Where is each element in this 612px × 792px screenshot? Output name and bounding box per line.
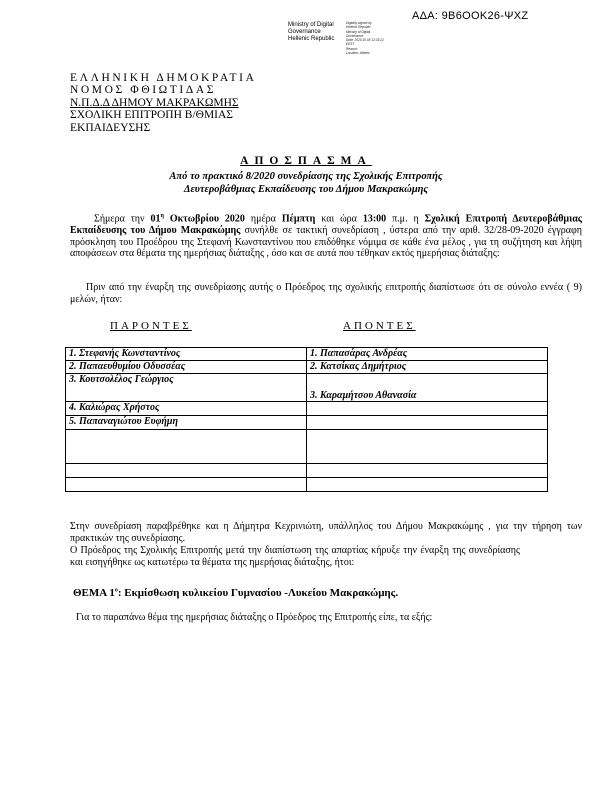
present-member <box>66 464 307 478</box>
signature-line: EEST <box>346 42 355 47</box>
ministry-line: Governance <box>288 29 321 35</box>
digital-signature-details <box>346 21 416 55</box>
signature-line: Digitally signed by <box>346 21 372 25</box>
present-member <box>66 478 307 492</box>
present-member: 5. Παπαναγιώτου Ευφήμη <box>66 416 307 430</box>
absent-member <box>307 430 548 464</box>
signature-block <box>288 22 334 43</box>
absent-member <box>307 478 548 492</box>
table-row <box>66 348 548 361</box>
ministry-line: Ministry of Digital <box>288 22 334 28</box>
ada-code: ΑΔΑ: 9Β6ΟΟΚ26-ΨΧΖ <box>412 10 529 22</box>
absent-member <box>307 402 548 416</box>
table-row <box>66 478 548 492</box>
signature-line: Date: 2020.10.05 12:33:22 <box>346 38 384 43</box>
table-row <box>66 430 548 464</box>
absent-member: 3. Καραμήτσου Αθανασία <box>307 374 548 402</box>
table-row <box>66 416 548 430</box>
signature-line: Hellenic Republic <box>346 25 371 30</box>
letterhead-line: ΣΧΟΛΙΚΗ ΕΠΙΤΡΟΠΗ Β/ΘΜΙΑΣ <box>70 109 233 122</box>
absent-member <box>307 464 548 478</box>
present-member: 2. Παπαευθυμίου Οδυσσέας <box>66 361 307 374</box>
signature-line: Location: Athens <box>346 51 370 56</box>
absent-member: 1. Παπασάρας Ανδρέας <box>307 348 548 361</box>
signature-line: Ministry of Digital <box>346 29 371 34</box>
table-row <box>66 361 548 374</box>
table-row <box>66 464 548 478</box>
present-member: 4. Καλιώρας Χρήστος <box>66 402 307 416</box>
staff-paragraph: Στην συνεδρίαση παραβρέθηκε και η Δήμητρα Κεχρινιώτη, υπάλληλος του Δήμου Μακρακώμης , για την τήρηση των πρακτικών της συνεδρίασης. <box>70 521 582 544</box>
document-title: ΑΠΟΣΠΑΣΜΑ <box>240 155 372 167</box>
present-member <box>66 430 307 464</box>
closing-line: Για το παραπάνω θέμα της ημερήσιας διάταξης ο Πρόεδρος της Επιτροπής είπε, τα εξής: <box>76 612 433 623</box>
present-member: 3. Κουτσολέλος Γεώργιος <box>66 374 307 402</box>
letterhead-line: ΕΛΛΗΝΙΚΗ ΔΗΜΟΚΡΑΤΙΑ <box>70 72 257 84</box>
letterhead-line: ΕΚΠΑΙΔΕΥΣΗΣ <box>70 121 151 134</box>
letterhead-line: Ν.Π.Δ.Δ ΔΗΜΟΥ ΜΑΚΡΑΚΩΜΗΣ <box>70 96 239 109</box>
present-heading: ΠΑΡΟΝΤΕΣ <box>110 320 192 332</box>
signature-line: Governance <box>346 33 364 38</box>
table-row <box>66 374 548 402</box>
signature-line: Reason: <box>346 46 358 51</box>
letterhead-line: ΝΟΜΟΣ ΦΘΙΩΤΙΔΑΣ <box>70 84 217 97</box>
subtitle-line: Από το πρακτικό 8/2020 συνεδρίασης της Σχολικής Επιτροπής <box>169 171 443 182</box>
absent-member: 2. Κατσίκας Δημήτριος <box>307 361 548 374</box>
table-row <box>66 402 548 416</box>
absent-member <box>307 416 548 430</box>
quorum-paragraph: Πριν από την έναρξη της συνεδρίασης αυτής ο Πρόεδρος της σχολικής επιτροπής διαπίστωσε ότι σε σύνολο εννέα ( 9) μελών, ήταν: <box>70 282 582 305</box>
present-member: 1. Στεφανής Κωνσταντίνος <box>66 348 307 361</box>
intro-paragraph: Σήμερα την $01^\eta$ Οκτωβρίου 2020 ημέρα Πέμπτη και ώρα 13:00 π.μ. η Σχολική Επιτροπή Δευτεροβάθμιας Εκπαίδευσης του Δήμου Μακρακώμης συνήλθε σε τακτική συνεδρίαση , ύστερα από την αριθ. 32/28-09-2020 έγγραφη πρόσκληση του Προέδρου της Στεφανή Κωνσταντίνου που επιδόθηκε νόμιμα σε κάθε ένα μέλος , για τη συζήτηση και λήψη αποφάσεων στα θέματα της ημερήσιας διάταξης , όσο και σε αυτά που τέθηκαν εκτός ημερήσιας διάταξης: <box>70 213 583 260</box>
ministry-line: Hellenic Republic <box>288 36 335 42</box>
subtitle-line: Δευτεροβάθμιας Εκπαίδευσης του Δήμου Μακρακώμης <box>183 184 429 195</box>
agenda-paragraph: Ο Πρόεδρος της Σχολικής Επιτροπής μετά την διαπίστωση της απαρτίας κήρυξε την έναρξη της συνεδρίασης και εισηγήθηκε ως κατωτέρω τα θέματα της ημερήσιας διάταξης, ήτοι: <box>70 545 520 568</box>
attendance-table <box>65 347 548 492</box>
document-subtitle <box>0 170 612 196</box>
letterhead <box>70 72 256 134</box>
agenda-item-title: ΘΕΜΑ $1^o$: Εκμίσθωση κυλικείου Γυμνασίου -Λυκείου Μακρακώμης. <box>73 587 399 599</box>
absent-heading: ΑΠΟΝΤΕΣ <box>343 320 416 332</box>
